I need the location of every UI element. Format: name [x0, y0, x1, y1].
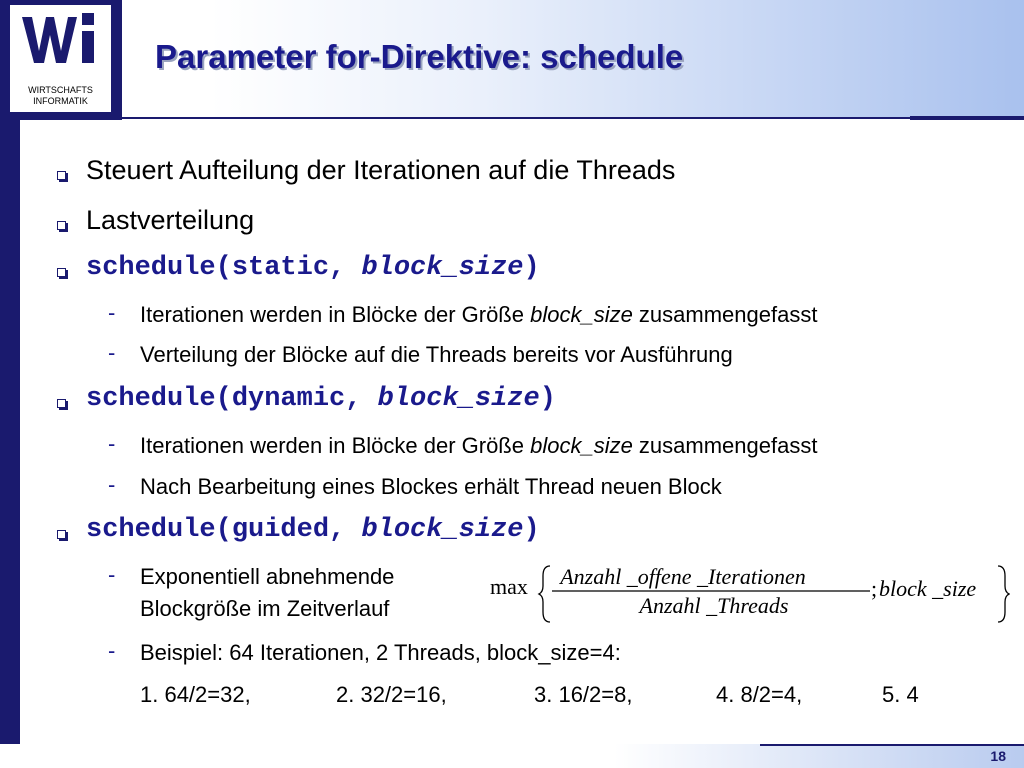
- logo-line-1: WIRTSCHAFTS: [28, 85, 93, 95]
- formula-denominator: Anzahl _Threads: [639, 593, 789, 618]
- bullet-square-icon: [57, 399, 66, 408]
- formula-separator: ;: [871, 576, 878, 601]
- slide-title: Parameter for-Direktive: schedule: [155, 38, 684, 75]
- sub-bullet-text: [140, 433, 817, 459]
- sub-bullet-text: Beispiel: 64 Iterationen, 2 Threads, block_size=4:: [140, 640, 621, 665]
- header-divider: [120, 117, 910, 119]
- logo-caption: [10, 85, 111, 107]
- bullet-code-guided: [86, 515, 540, 545]
- bullet-square-icon: [57, 530, 66, 539]
- code-param: block_size: [377, 384, 540, 414]
- wi-logo-icon: [22, 9, 100, 71]
- bullet-square-icon: [57, 221, 66, 230]
- header-divider-end: [910, 116, 1024, 120]
- bullet-text: Steuert Aufteilung der Iterationen auf die Threads: [86, 155, 676, 185]
- sub-bullet-text: Nach Bearbeitung eines Blockes erhält Thread neuen Block: [140, 474, 722, 499]
- step-1: 1. 64/2=32,: [140, 682, 251, 707]
- sub-bullet-text-line1: Exponentiell abnehmende: [140, 564, 395, 589]
- sub-bullet-dash: -: [108, 562, 116, 587]
- code-close: ): [539, 384, 556, 414]
- footer-divider: [760, 744, 1024, 746]
- code-close: ): [523, 253, 540, 283]
- page-number: 18: [990, 748, 1006, 764]
- code-text: schedule(guided,: [86, 515, 362, 545]
- sub-param: block_size: [530, 302, 633, 327]
- code-param: block_size: [361, 253, 524, 283]
- sub-bullet-text: [140, 302, 817, 328]
- wirtschaftsinformatik-logo: [0, 0, 122, 120]
- footer-bar: [0, 744, 1024, 768]
- step-2: 2. 32/2=16,: [336, 682, 447, 707]
- sub-param: block_size: [530, 433, 633, 458]
- code-param: block_size: [361, 515, 524, 545]
- step-5: 5. 4: [882, 682, 919, 707]
- code-close: ): [523, 515, 540, 545]
- bullet-square-icon: [57, 268, 66, 277]
- formula-second-arg: block _size: [879, 576, 977, 601]
- step-4: 4. 8/2=4,: [716, 682, 803, 707]
- sub-text: zusammengefasst: [632, 302, 818, 327]
- sub-text: zusammengefasst: [632, 433, 818, 458]
- sub-text: Iterationen werden in Blöcke der Größe: [140, 302, 531, 327]
- guided-block-size-formula: [490, 558, 1010, 628]
- bullet-text: Lastverteilung: [86, 205, 255, 235]
- sub-bullet-dash: -: [108, 431, 116, 456]
- step-3: 3. 16/2=8,: [534, 682, 633, 707]
- sub-bullet-text-line2: Blockgröße im Zeitverlauf: [140, 596, 390, 621]
- code-text: schedule(dynamic,: [86, 384, 378, 414]
- sub-bullet-dash: -: [108, 300, 116, 325]
- bullet-code-dynamic: [86, 384, 556, 414]
- sub-bullet-dash: -: [108, 340, 116, 365]
- formula-max: max: [490, 574, 528, 599]
- sub-bullet-dash: -: [108, 638, 116, 663]
- sub-bullet-text: Verteilung der Blöcke auf die Threads bereits vor Ausführung: [140, 342, 733, 367]
- logo-line-2: INFORMATIK: [33, 96, 88, 106]
- bullet-square-icon: [57, 171, 66, 180]
- sub-text: Iterationen werden in Blöcke der Größe: [140, 433, 531, 458]
- sub-bullet-dash: -: [108, 472, 116, 497]
- left-brace-icon: [539, 566, 550, 622]
- formula-numerator: Anzahl _offene _Iterationen: [560, 564, 806, 589]
- right-brace-icon: [998, 566, 1009, 622]
- bullet-code-static: [86, 253, 540, 283]
- code-text: schedule(static,: [86, 253, 362, 283]
- logo-panel: [10, 5, 111, 112]
